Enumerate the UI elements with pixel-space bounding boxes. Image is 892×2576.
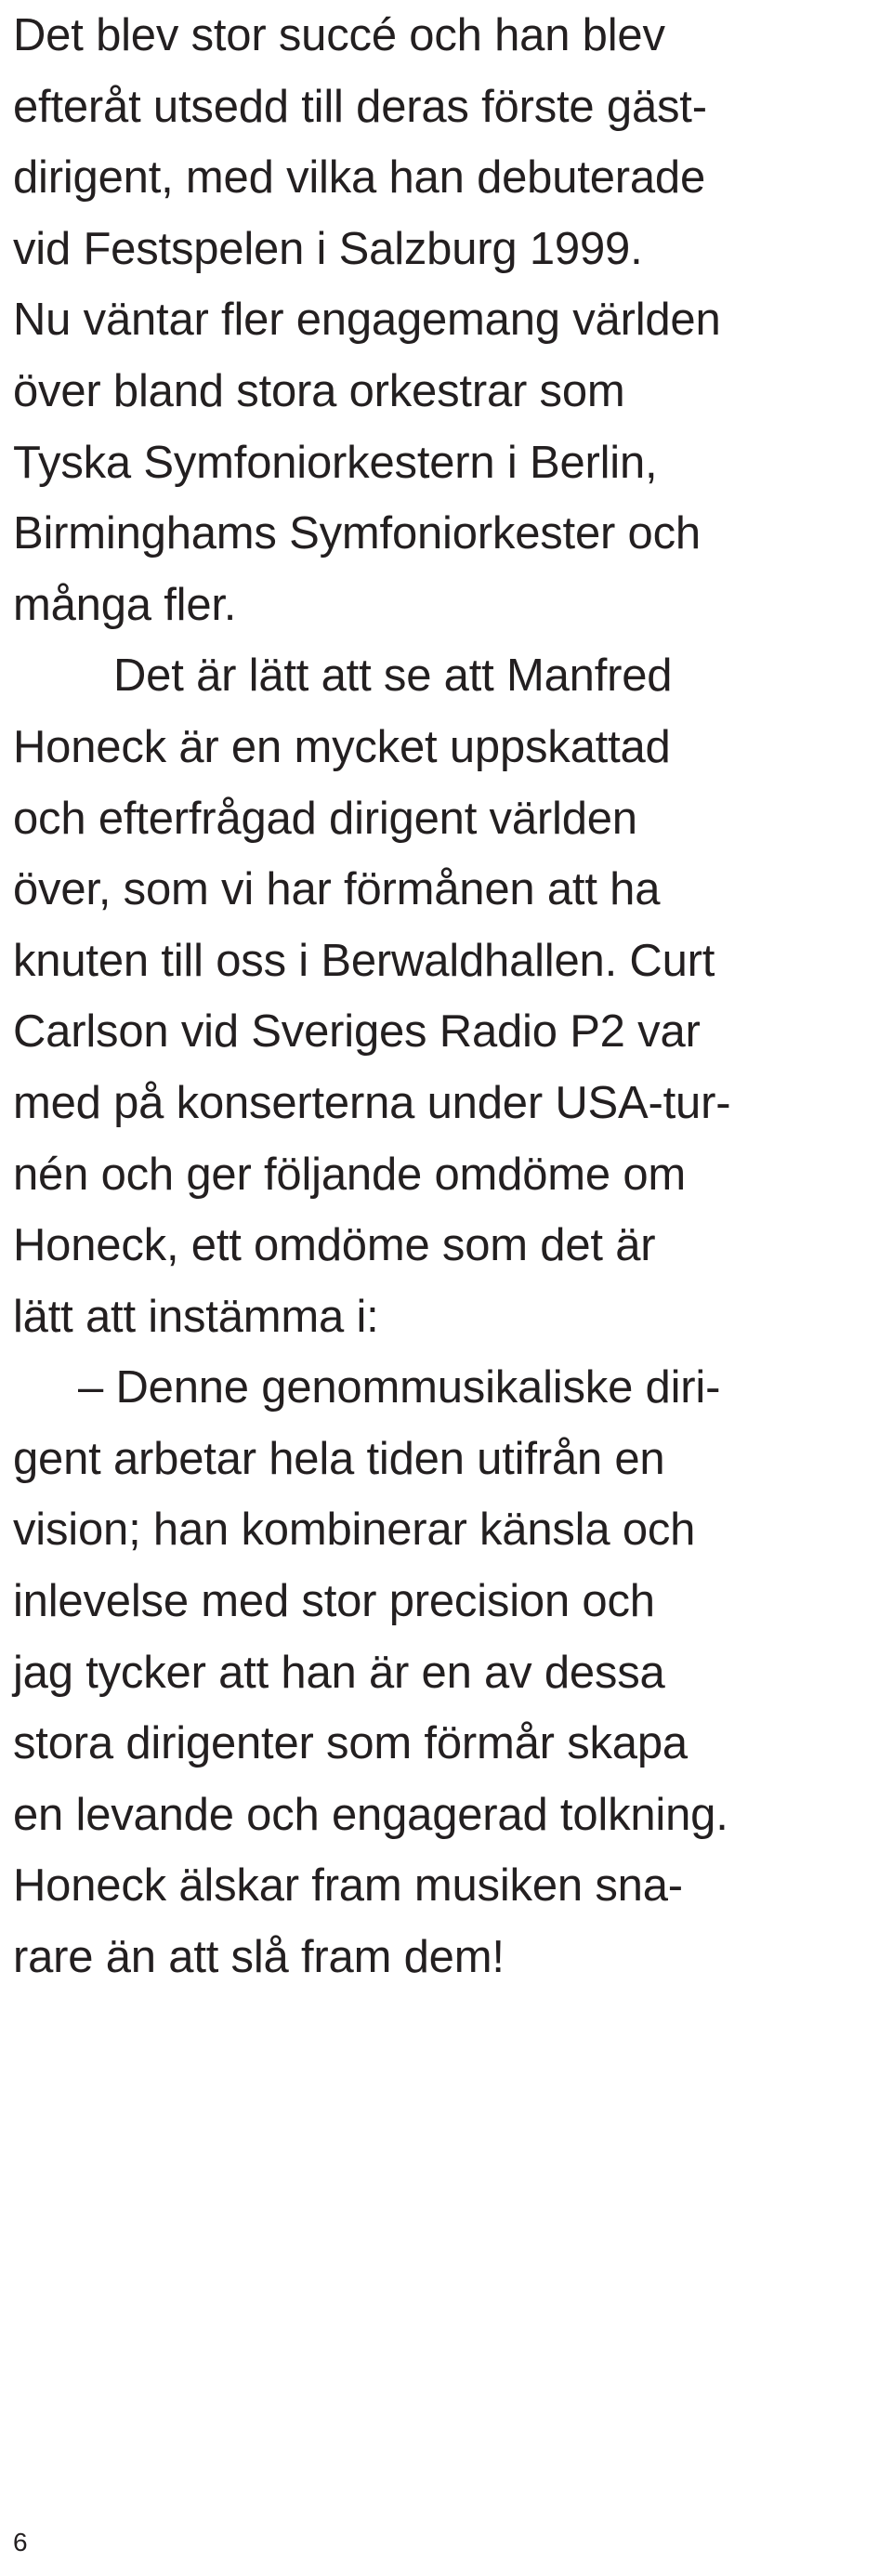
- text-line: stora dirigenter som förmår skapa: [13, 1718, 688, 1769]
- text-line: dirigent, med vilka han debuterade: [13, 152, 706, 204]
- body-text: [13, 0, 886, 1993]
- quote-paragraph: [13, 1352, 886, 1992]
- paragraph-2: [13, 640, 886, 1352]
- text-line: en levande och engagerad tolkning.: [13, 1789, 728, 1840]
- text-line: Honeck är en mycket uppskattad: [13, 721, 671, 772]
- paragraph-1: [13, 0, 886, 640]
- text-line: över bland stora orkestrar som: [13, 365, 625, 416]
- text-line: vision; han kombinerar känsla och: [13, 1505, 696, 1556]
- text-line: Det blev stor succé och han blev: [13, 10, 665, 60]
- text-line: vid Festspelen i Salzburg 1999.: [13, 223, 643, 274]
- page-number: 6: [13, 2528, 28, 2556]
- text-line: Det är lätt att se att Manfred: [113, 651, 673, 702]
- text-line: Carlson vid Sveriges Radio P2 var: [13, 1006, 701, 1058]
- text-line: gent arbetar hela tiden utifrån en: [13, 1433, 665, 1484]
- text-line: över, som vi har förmånen att ha: [13, 864, 661, 915]
- text-line: Honeck älskar fram musiken sna-: [13, 1860, 683, 1912]
- text-line: Tyska Symfoniorkestern i Berlin,: [13, 437, 658, 488]
- text-line: knuten till oss i Berwaldhallen. Curt: [13, 935, 715, 986]
- text-line: nén och ger följande omdöme om: [13, 1149, 686, 1200]
- text-line: inlevelse med stor precision och: [13, 1576, 655, 1627]
- text-line: Honeck, ett omdöme som det är: [13, 1220, 656, 1271]
- text-line: med på konserterna under USA-tur-: [13, 1077, 731, 1128]
- text-line: Nu väntar fler engagemang världen: [13, 295, 721, 346]
- text-line: lätt att instämma i:: [13, 1291, 379, 1342]
- text-line: efteråt utsedd till deras förste gäst-: [13, 81, 707, 132]
- text-line: Birminghams Symfoniorkester och: [13, 508, 701, 559]
- text-line: – Denne genommusikaliske diri-: [78, 1362, 721, 1413]
- text-line: många fler.: [13, 579, 237, 630]
- text-line: och efterfrågad dirigent världen: [13, 793, 637, 844]
- text-line: rare än att slå fram dem!: [13, 1932, 505, 1983]
- text-line: jag tycker att han är en av dessa: [13, 1647, 665, 1698]
